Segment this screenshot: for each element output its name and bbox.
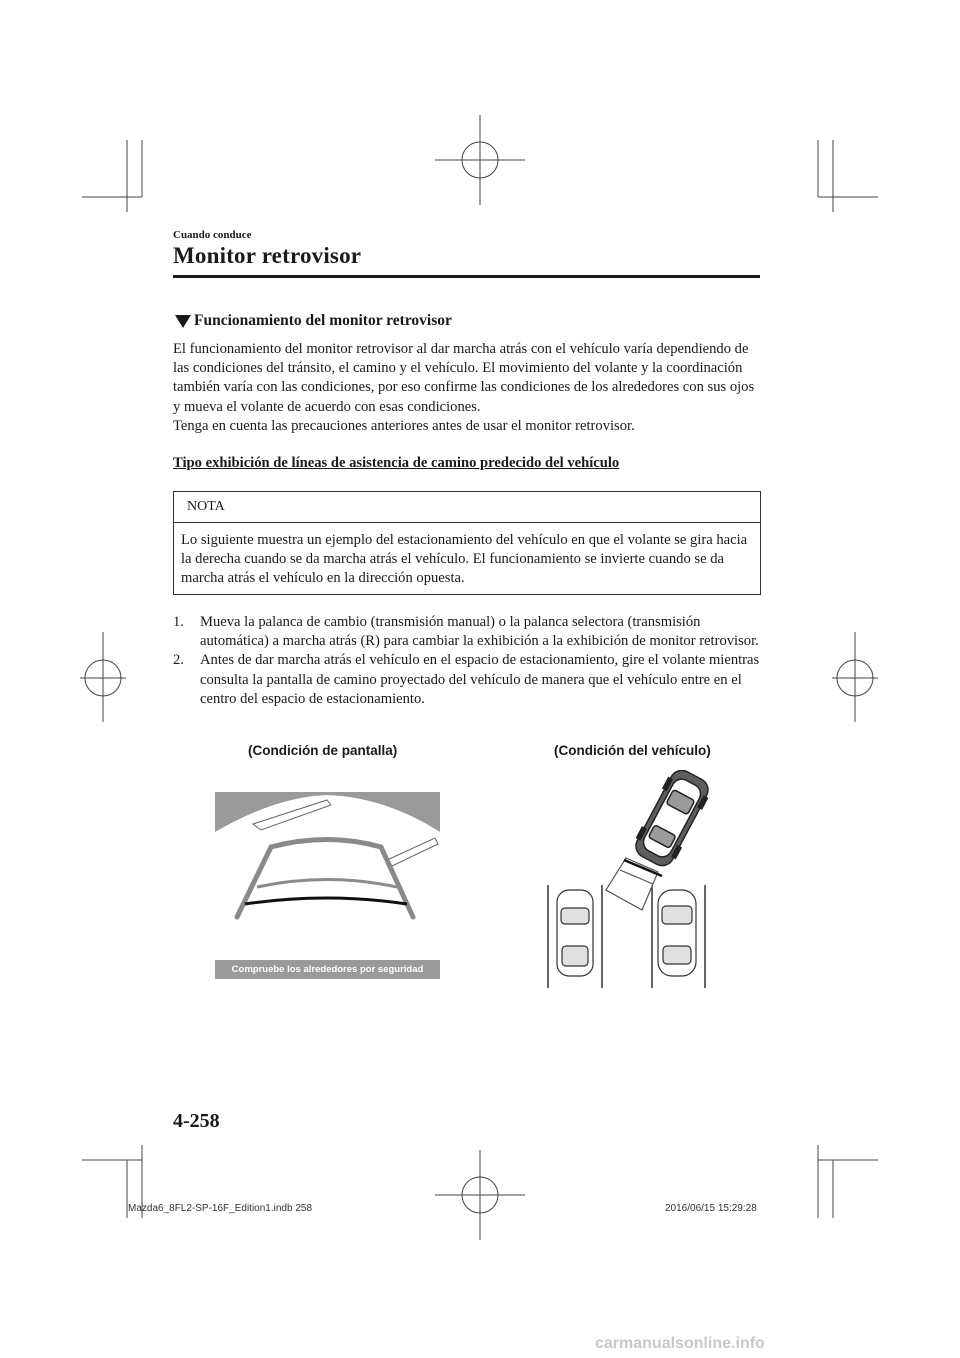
step-text: Antes de dar marcha atrás el vehículo en el espacio de estacionamiento, gire el volante mientras consulta la pantalla de camino proyectado del vehículo de manera que el vehículo entre en el centro del espacio de estacionamiento. [200, 652, 760, 707]
rearview-screen-illustration [215, 792, 440, 979]
nota-header [174, 492, 760, 523]
triangle-down-icon [175, 315, 191, 328]
steps-list [173, 613, 763, 709]
intro-text [173, 340, 763, 436]
section-label: Cuando conduce [173, 229, 252, 241]
step-text: Mueva la palanca de cambio (transmisión manual) o la palanca selectora (transmisión automática) a marcha atrás (R) para cambiar la exhibición a la exhibición de monitor retrovisor. [200, 614, 759, 650]
parking-maneuver-illustration [540, 770, 720, 990]
subheading [175, 312, 452, 330]
nota-title: NOTA [187, 499, 225, 514]
guide-trapezoid [606, 858, 658, 910]
nota-body: Lo siguiente muestra un ejemplo del estacionamiento del vehículo en que el volante se gira hacia la derecha cuando se da marcha atrás el vehículo. El funcionamiento se invierte cuando se da marcha atrás el vehículo en la dirección opuesta. [181, 532, 748, 587]
page-title: Monitor retrovisor [173, 243, 362, 268]
vehicle-caption: (Condición del vehículo) [554, 743, 711, 758]
subheading-text: Funcionamiento del monitor retrovisor [194, 312, 452, 329]
footer-filename: Mazda6_8FL2-SP-16F_Edition1.indb 258 [128, 1203, 313, 1214]
step-number: 2. [173, 652, 184, 669]
parked-car-right [658, 890, 696, 976]
step-item [173, 613, 763, 651]
footer-timestamp: 2016/06/15 15:29:28 [665, 1203, 757, 1214]
step-number: 1. [173, 614, 184, 630]
intro-paragraph-1: El funcionamiento del monitor retrovisor al dar marcha atrás con el vehículo varía dependiendo de las condiciones del tránsito, el camino y el vehículo. El movimiento del volante y la coordinación también varía con las condiciones, por eso confirme las condiciones de los alrededores con sus ojos y mueva el volante de acuerdo con esas condiciones. [173, 341, 755, 415]
page-number: 4-258 [173, 1110, 220, 1132]
intro-paragraph-2: Tenga en cuenta las precauciones anteriores antes de usar el monitor retrovisor. [173, 417, 635, 434]
watermark: carmanualsonline.info [595, 1335, 765, 1352]
title-rule [173, 275, 760, 278]
screen-caption: (Condición de pantalla) [248, 743, 398, 758]
reversing-car [630, 770, 714, 871]
step-item [173, 651, 763, 709]
display-type-heading: Tipo exhibición de líneas de asistencia de camino predecido del vehículo [173, 455, 620, 471]
parked-car-left [557, 890, 593, 976]
nota-box [173, 491, 761, 595]
screen-message: Compruebe los alrededores por seguridad [231, 964, 424, 975]
